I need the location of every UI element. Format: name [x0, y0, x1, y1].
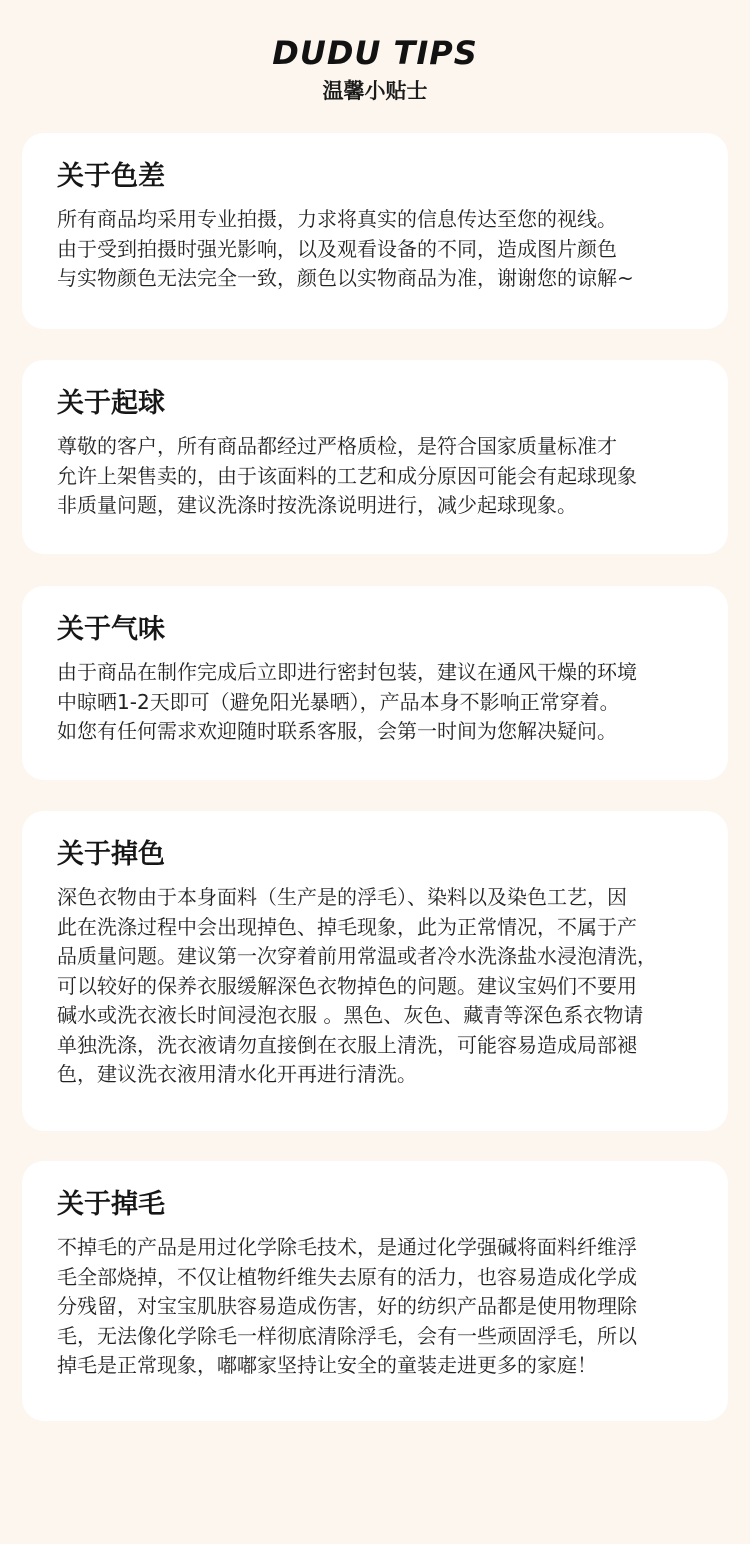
- tip-card-body: 所有商品均采用专业拍摄，力求将真实的信息传达至您的视线。 由于受到拍摄时强光影响，以及观看设备的不同，造成图片颜色 与实物颜色无法完全一致，颜色以实物商品为准，谢谢您的谅解~: [57, 207, 634, 290]
- page-header: [0, 33, 750, 105]
- tip-card-odor: [22, 586, 728, 780]
- tip-card-color-difference: [22, 133, 728, 329]
- tip-card-shedding: [22, 1161, 728, 1421]
- tip-card-title: 关于气味: [57, 614, 165, 645]
- tip-card-title: 关于掉毛: [57, 1189, 165, 1220]
- tip-card-body: 尊敬的客户，所有商品都经过严格质检，是符合国家质量标准才 允许上架售卖的，由于该面料的工艺和成分原因可能会有起球现象 非质量问题，建议洗涤时按洗涤说明进行，减少起球现象。: [57, 434, 637, 517]
- brand-title: DUDU TIPS: [272, 34, 478, 72]
- tip-card-body: 深色衣物由于本身面料（生产是的浮毛）、染料以及染色工艺，因 此在洗涤过程中会出现掉色、掉毛现象，此为正常情况，不属于产 品质量问题。建议第一次穿着前用常温或者冷水洗涤盐水浸泡清洗， 可以较好的保养衣服缓解深色衣物掉色的问题。建议宝妈们不要用 碱水或洗衣液长时间浸泡衣服 。黑色、灰色、藏青等深色系衣物请 单独洗涤，洗衣液请勿直接倒在衣服上清洗，可能容易造成局部褪 色，建议洗衣液用清水化开再进行清洗。: [57, 885, 657, 1086]
- tip-card-pilling: [22, 360, 728, 554]
- tip-card-body: 由于商品在制作完成后立即进行密封包装，建议在通风干燥的环境 中晾晒1-2天即可（避免阳光暴晒），产品本身不影响正常穿着。 如您有任何需求欢迎随时联系客服，会第一时间为您解决疑问。: [57, 660, 637, 743]
- tip-card-color-fading: [22, 811, 728, 1131]
- tip-card-title: 关于起球: [57, 388, 165, 419]
- page-subtitle: 温馨小贴士: [322, 79, 428, 103]
- tip-card-title: 关于掉色: [57, 839, 165, 870]
- tip-card-title: 关于色差: [57, 161, 165, 192]
- tip-card-body: 不掉毛的产品是用过化学除毛技术，是通过化学强碱将面料纤维浮 毛全部烧掉，不仅让植物纤维失去原有的活力，也容易造成化学成 分残留，对宝宝肌肤容易造成伤害，好的纺织产品都是使用物理除 毛，无法像化学除毛一样彻底清除浮毛，会有一些顽固浮毛，所以 掉毛是正常现象，嘟嘟家坚持让安全的童装走进更多的家庭！: [57, 1235, 637, 1377]
